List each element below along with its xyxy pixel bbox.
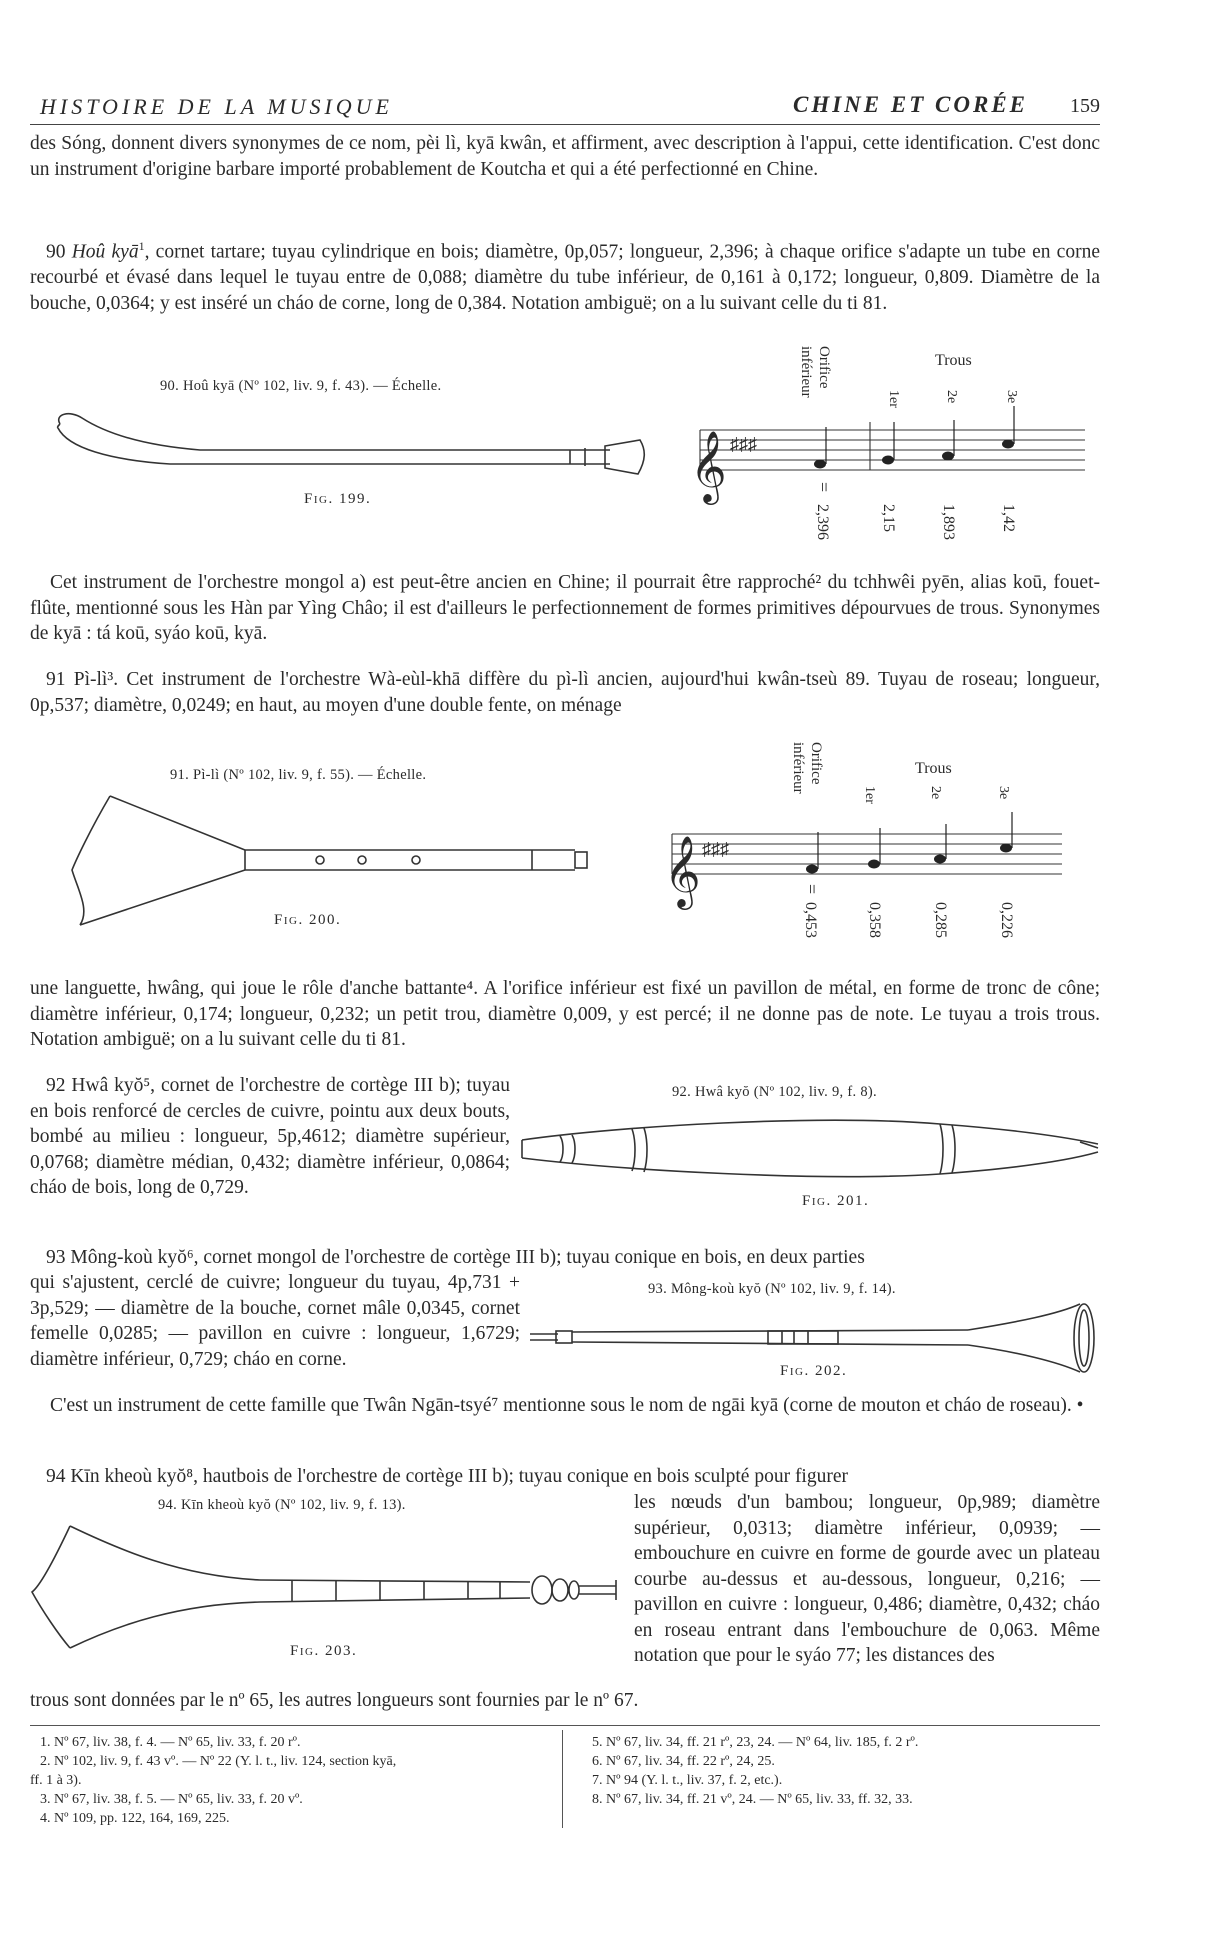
notation-91-diagram — [664, 738, 1090, 964]
footnote-6: 6. Nº 67, liv. 34, ff. 22 rº, 24, 25. — [592, 1754, 775, 1769]
paragraph-93c: C'est un instrument de cette famille que Twân Ngān-tsyé⁷ mentionne sous le nom de ngāi kyā (corne de mouton et cháo de roseau). • — [50, 1395, 1084, 1416]
notation-90-inferieur: inférieur — [798, 346, 814, 398]
notation-90-value-2: 2,15 — [880, 504, 897, 532]
notation-90-value-4: 1,42 — [1000, 504, 1017, 532]
notation-91-orifice: Orifice — [808, 742, 824, 785]
header-book-title: HISTOIRE DE LA MUSIQUE — [40, 94, 393, 119]
footnote-ref-1: 1 — [138, 239, 145, 253]
paragraph-94c: trous sont données par le nº 65, les autres longueurs sont fournies par le nº 67. — [30, 1690, 639, 1711]
entry-name-90: Hoû kyā — [71, 241, 139, 263]
paragraph-94a: 94 Kīn kheoù kyŏ⁸, hautbois de l'orchestre de cortège III b); tuyau conique en bois sculpté pour figurer — [46, 1466, 848, 1487]
footnote-1: 1. Nº 67, liv. 38, f. 4. — Nº 65, liv. 33, f. 20 rº. — [40, 1735, 301, 1750]
sharp-icon: ♯♯♯ — [730, 434, 757, 454]
sharp-icon-2: ♯♯♯ — [702, 839, 729, 859]
notation-90-hole2: 2e — [944, 390, 959, 404]
footnote-8: 8. Nº 67, liv. 34, ff. 21 vº, 24. — Nº 65, liv. 33, ff. 32, 33. — [592, 1792, 913, 1807]
notation-90-orifice: Orifice — [816, 346, 832, 389]
fig200-caption: 91. Pì-lì (Nº 102, liv. 9, f. 55). — Échelle. — [170, 767, 427, 783]
footnote-7: 7. Nº 94 (Y. l. t., liv. 37, f. 2, etc.). — [592, 1773, 783, 1788]
notation-91-hole1: 1er — [862, 786, 877, 804]
notation-90-value-1: 2,396 — [814, 504, 831, 540]
paragraph-90b: Cet instrument de l'orchestre mongol a) est peut-être ancien en Chine; il pourrait être rapproché² du tchhwêi pyēn, alias koū, fouet-flûte, mentionné sous les Hàn par Yìng Châo; il est d'ailleurs le perfectionnement de formes primitives dépourvues de trous. Synonymes de kyā : tá koū, syáo koū, kyā. — [30, 572, 1100, 644]
fig200-pili-drawing — [70, 790, 590, 930]
fig201-caption: 92. Hwâ kyŏ (Nº 102, liv. 9, f. 8). — [672, 1084, 877, 1100]
entry-number-90: 90 — [46, 241, 66, 263]
notation-91-hole2: 2e — [928, 786, 943, 800]
notation-90-hole1: 1er — [886, 390, 901, 408]
notation-91-equals: = — [802, 884, 822, 895]
treble-clef-icon-2: 𝄞 — [664, 838, 701, 906]
running-header — [30, 94, 1100, 125]
notation-90-diagram — [690, 342, 1090, 562]
notation-91-trous: Trous — [915, 760, 952, 777]
page-number: 159 — [1070, 95, 1100, 117]
fig200-label: Fig. 200. — [274, 912, 342, 928]
footnote-2: 2. Nº 102, liv. 9, f. 43 vº. — Nº 22 (Y. l. t., liv. 124, section kyā, — [40, 1754, 397, 1769]
paragraph-90 — [30, 234, 1100, 316]
paragraph-91a: 91 Pì-lì³. Cet instrument de l'orchestre Wà-eùl-khā diffère du pì-lì ancien, aujourd'hui kwân-tseù 89. Tuyau de roseau; longueur, 0p,537; diamètre, 0,0249; en haut, au moyen d'une double fente, on ménage — [30, 669, 1100, 716]
paragraph-93b: qui s'ajustent, cerclé de cuivre; longueur du tuyau, 4p,731 + 3p,529; — diamètre de la bouche, cornet mâle 0,0345, cornet femelle 0,0285; — pavillon en cuivre : longueur, 1,6729; diamètre inférieur, 0,729; cháo en corne. — [30, 1272, 520, 1370]
header-chapter-title: CHINE ET CORÉE — [793, 92, 1028, 117]
footnote-3: 3. Nº 67, liv. 38, f. 5. — Nº 65, liv. 33, f. 20 vº. — [40, 1792, 303, 1807]
notation-90-trous: Trous — [935, 352, 972, 369]
notation-91-value-4: 0,226 — [998, 902, 1015, 938]
fig199-label: Fig. 199. — [304, 491, 372, 507]
footnote-2-cont: ff. 1 à 3). — [30, 1773, 82, 1788]
paragraph-93a: 93 Mông-koù kyŏ⁶, cornet mongol de l'orchestre de cortège III b); tuyau conique en bois, en deux parties — [46, 1247, 865, 1268]
fig201-horn-drawing — [520, 1108, 1100, 1188]
paragraph-91b: une languette, hwâng, qui joue le rôle d'anche battante⁴. A l'orifice inférieur est fixé un pavillon de métal, en forme de tronc de cône; diamètre inférieur, 0,174; longueur, 0,232; un petit trou, diamètre 0,009, y est percé; il ne donne pas de note. Le tuyau a trois trous. Notation ambiguë; on a lu suivant celle du ti 81. — [30, 978, 1100, 1050]
fig199-caption: 90. Hoû kyā (Nº 102, liv. 9, f. 43). — Échelle. — [160, 378, 442, 394]
footnote-4: 4. Nº 109, pp. 122, 164, 169, 225. — [40, 1811, 230, 1826]
paragraph-92: 92 Hwâ kyŏ⁵, cornet de l'orchestre de cortège III b); tuyau en bois renforcé de cercles de cuivre, pointu aux deux bouts, bombé au milieu : longueur, 5p,4612; diamètre supérieur, 0,0768; diamètre médian, 0,432; diamètre inférieur, 0,0864; cháo de bois, long de 0,729. — [30, 1075, 510, 1198]
notation-90-hole3: 3e — [1004, 390, 1019, 404]
footnote-column-divider — [562, 1730, 563, 1828]
footnote-5: 5. Nº 67, liv. 34, ff. 21 rº, 23, 24. — Nº 64, liv. 185, f. 2 rº. — [592, 1735, 919, 1750]
entry-text-90: , cornet tartare; tuyau cylindrique en bois; diamètre, 0p,057; longueur, 2,396; à chaque orifice s'adapte un tube en corne recourbé et évasé dans lequel le tuyau entre de 0,088; diamètre du tube inférieur, de 0,161 à 0,172; longueur, 0,809. Diamètre de la bouche, 0,0364; y est inséré un cháo de corne, long de 0,384. Notation ambiguë; on a lu suivant celle du ti 81. — [30, 241, 1100, 314]
notation-91-value-3: 0,285 — [932, 902, 949, 938]
paragraph-94b: les nœuds d'un bambou; longueur, 0p,989; diamètre supérieur, 0,0313; diamètre inférieur, 0,0939; — embouchure en cuivre en forme de gourde avec un plateau courbe au-dessus et au-dessous, longueur, 0,216; — pavillon en cuivre : longueur, 0,486; diamètre, 0,432; cháo en roseau entrant dans l'embouchure de 0,063. Même notation que pour le syáo 77; les distances des — [634, 1492, 1100, 1666]
fig199-horn-drawing — [50, 402, 650, 482]
fig203-label: Fig. 203. — [290, 1643, 358, 1659]
notation-91-inferieur: inférieur — [790, 742, 806, 794]
treble-clef-icon: 𝄞 — [690, 433, 727, 501]
notation-90-equals: = — [814, 482, 834, 493]
fig202-label: Fig. 202. — [780, 1363, 848, 1379]
intro-paragraph: des Sóng, donnent divers synonymes de ce nom, pèi lì, kyā kwân, et affirment, avec description à l'appui, cette identification. C'est donc un instrument d'origine barbare importé probablement de Koutcha et qui a été perfectionné en Chine. — [30, 133, 1100, 180]
notation-91-hole3: 3e — [996, 786, 1011, 800]
footnote-rule — [30, 1725, 1100, 1726]
fig203-caption: 94. Kīn kheoù kyŏ (Nº 102, liv. 9, f. 13). — [158, 1497, 406, 1513]
fig201-label: Fig. 201. — [802, 1193, 870, 1209]
notation-91-value-1: 0,453 — [802, 902, 819, 938]
notation-90-value-3: 1,893 — [940, 504, 957, 540]
fig202-caption: 93. Mông-koù kyŏ (Nº 102, liv. 9, f. 14). — [648, 1281, 896, 1297]
fig203-oboe-drawing — [30, 1520, 620, 1650]
notation-91-value-2: 0,358 — [866, 902, 883, 938]
